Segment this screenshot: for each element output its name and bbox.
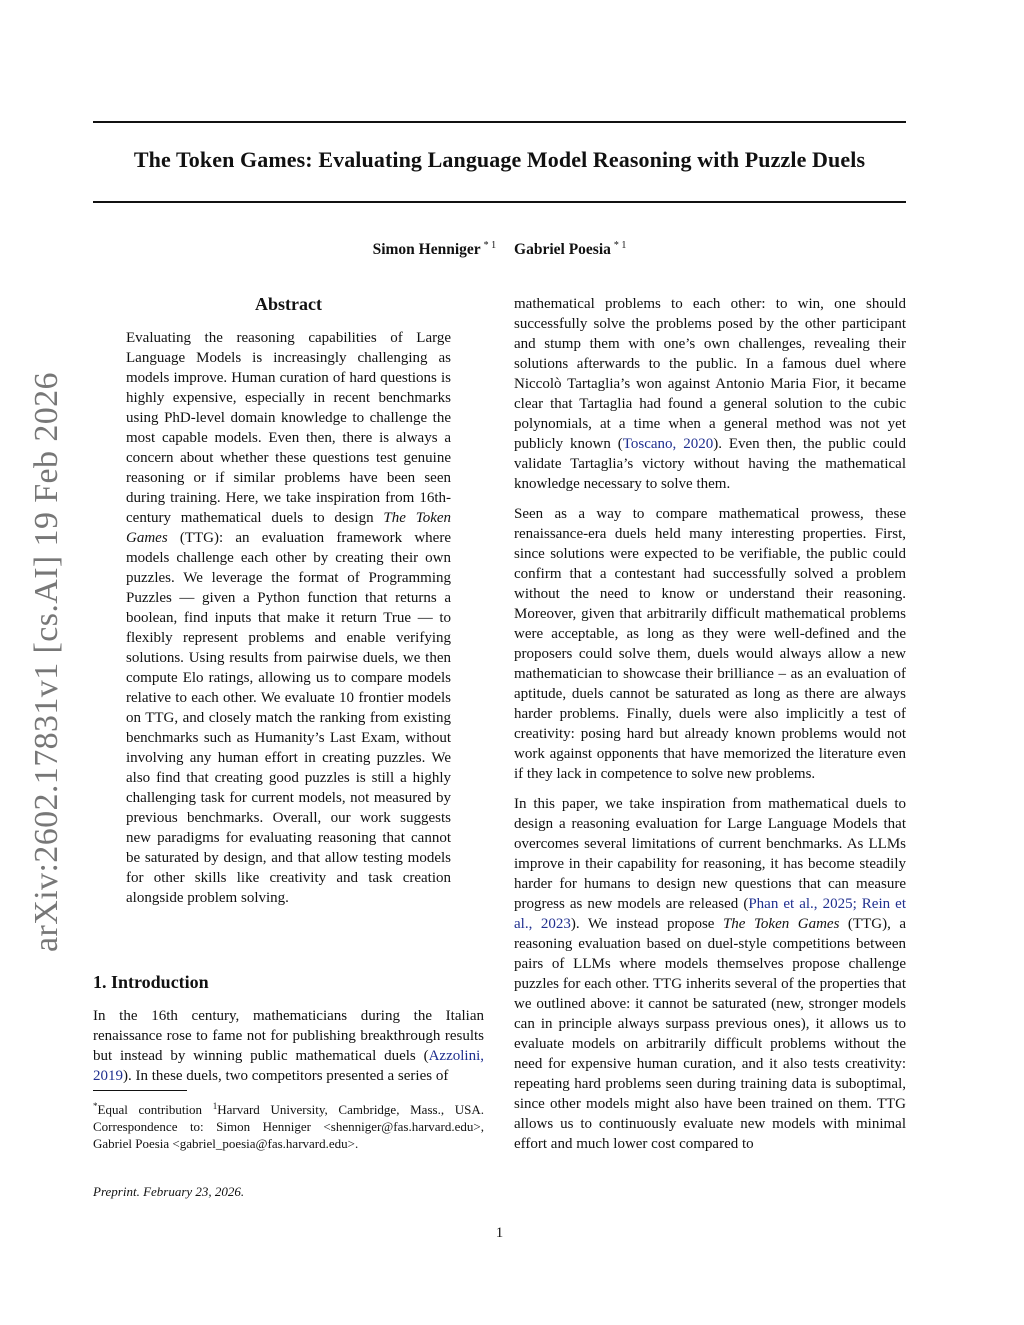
footnote-text-2: Harvard University, Cambridge, Mass., USA. Correspondence to: Simon Henniger <shenniger@fas.harvard.edu>, Gabriel Poesia <gabriel_poesia@fas.harvard.edu>. xyxy=(93,1102,484,1151)
footnote-mark-affiliation: 1 xyxy=(212,1101,218,1111)
author-2-name: Gabriel Poesia xyxy=(514,241,611,258)
abstract-body xyxy=(126,328,451,908)
author-2-marks: * 1 xyxy=(613,240,627,251)
author-1-marks: * 1 xyxy=(483,240,497,251)
abstract-italic-title: The Token Games xyxy=(126,510,452,546)
intro-right-paragraph-2: Seen as a way to compare mathematical prowess, these renaissance-era duels held many interesting properties. First, since solutions were expected to be verifiable, the public could confirm that a contestant had successfully solved a problem without the need to know or understand their reasoning. Moreover, given that arbitrarily difficult mathematical problems were acceptable, as long as they were well-defined and the proposers could solve them, duels would always allow a new mathematician to showcase their brilliance – as an evaluation of aptitude, duels cannot be saturated as long as there are always harder problems. Finally, duels were also implicitly a test of creativity: posing hard but already known problems would not work against opponents that have memorized the literature even if they lack in competence to solve new problems. xyxy=(514,506,906,782)
intro-left-paragraph xyxy=(93,1006,484,1086)
intro-right-p3-text-2: ). We instead propose xyxy=(570,916,723,932)
intro-right-p3-text-1: In this paper, we take inspiration from mathematical duels to design a reasoning evaluation for Large Language Models that overcomes several limitations of current benchmarks. As LLMs improve in their capability for reasoning, it has become steadily harder for humans to design new questions that can measure progress as new models are released ( xyxy=(514,796,906,912)
title-top-rule xyxy=(93,121,906,123)
preprint-note: Preprint. February 23, 2026. xyxy=(93,1184,245,1199)
intro-right-paragraph-3 xyxy=(514,794,906,1154)
intro-right-p1-text-2: ). Even then, the public could validate Tartaglia’s victory without having the mathematical knowledge necessary to solve them. xyxy=(514,436,906,492)
intro-left-text-1: In the 16th century, mathematicians during the Italian renaissance rose to fame not for publishing breakthrough results but instead by winning public mathematical duels ( xyxy=(93,1008,484,1064)
abstract-text-1: Evaluating the reasoning capabilities of Large Language Models is increasingly challenging as models improve. Human curation of hard questions is highly expensive, especially in recent benchmarks using PhD-level domain knowledge to challenge the most capable models. Even then, there is always a concern about whether these questions test genuine reasoning or if similar problems have been seen during training. Here, we take inspiration from 16th-century mathematical duels to design xyxy=(126,330,451,526)
author-1 xyxy=(373,241,497,258)
intro-right-p3-text-3: (TTG), a reasoning evaluation based on duel-style competitions between pairs of LLMs where models themselves propose challenge puzzles for each other. TTG inherits several of the properties that we outlined above: it cannot be saturated (new, stronger models can in principle always surpass previous ones), it allows us to evaluate models on arbitrarily difficult problems without the need for expensive human curation, and it also tests creativity: repeating hard problems seen during training data is suboptimal, since other models might also have been trained on them. TTG allows us to continuously evaluate new models with minimal effort and much lower cost compared to xyxy=(514,916,906,1152)
author-1-name: Simon Henniger xyxy=(372,241,481,258)
intro-left-text-2: ). In these duels, two competitors presented a series of xyxy=(123,1068,449,1084)
author-list xyxy=(93,236,906,260)
page-number: 1 xyxy=(495,1225,504,1241)
intro-right-p3-italic-title: The Token Games xyxy=(722,916,840,932)
footnote-rule xyxy=(93,1090,187,1091)
citation-link-azzolini[interactable]: Azzolini, 2019 xyxy=(93,1048,484,1084)
section-heading-introduction: 1. Introduction xyxy=(93,972,209,992)
title-bottom-rule xyxy=(93,201,906,203)
intro-right-p1-text-1: mathematical problems to each other: to win, one should successfully solve the problems posed by the other participant and stump them with one’s own challenges, revealing their solutions afterwards to the public. In a famous duel where Niccolò Tartaglia’s won against Antonio Maria Fior, it became clear that Tartaglia had found a general solution to the cubic polynomials, at a time when a general method was not yet publicly known ( xyxy=(514,296,906,452)
abstract-text-2: (TTG): an evaluation framework where models challenge each other by creating their own puzzles. We leverage the format of Programming Puzzles — given a Python function that returns a boolean, find inputs that make it return True — to flexibly represent problems and enable verifying solutions. Using results from pairwise duels, we then compute Elo ratings, allowing us to compare models relative to each other. We evaluate 10 frontier models on TTG, and closely match the ranking from existing benchmarks such as Humanity’s Last Exam, without involving any human effort in creating puzzles. We also find that creating good puzzles is still a highly challenging task for current models, not measured by previous benchmarks. Overall, our work suggests new paradigms for evaluating reasoning that cannot be saturated by design, and that allow testing models for other skills like creativity and task creation alongside problem solving. xyxy=(126,530,451,906)
intro-right-paragraph-1 xyxy=(514,294,906,494)
right-column xyxy=(514,294,906,1164)
footnote xyxy=(93,1098,484,1152)
author-2 xyxy=(514,241,626,258)
paper-title: The Token Games: Evaluating Language Model Reasoning with Puzzle Duels xyxy=(133,147,866,172)
footnote-mark-equal: * xyxy=(93,1101,98,1111)
arxiv-stamp-text: arXiv:2602.17831v1 [cs.AI] 19 Feb 2026 xyxy=(28,372,65,952)
footnote-text-1: Equal contribution xyxy=(97,1102,213,1117)
abstract-heading: Abstract xyxy=(255,294,322,314)
citation-link-toscano[interactable]: Toscano, 2020 xyxy=(622,436,714,452)
citation-link-phan-rein[interactable]: Phan et al., 2025; Rein et al., 2023 xyxy=(514,896,907,932)
